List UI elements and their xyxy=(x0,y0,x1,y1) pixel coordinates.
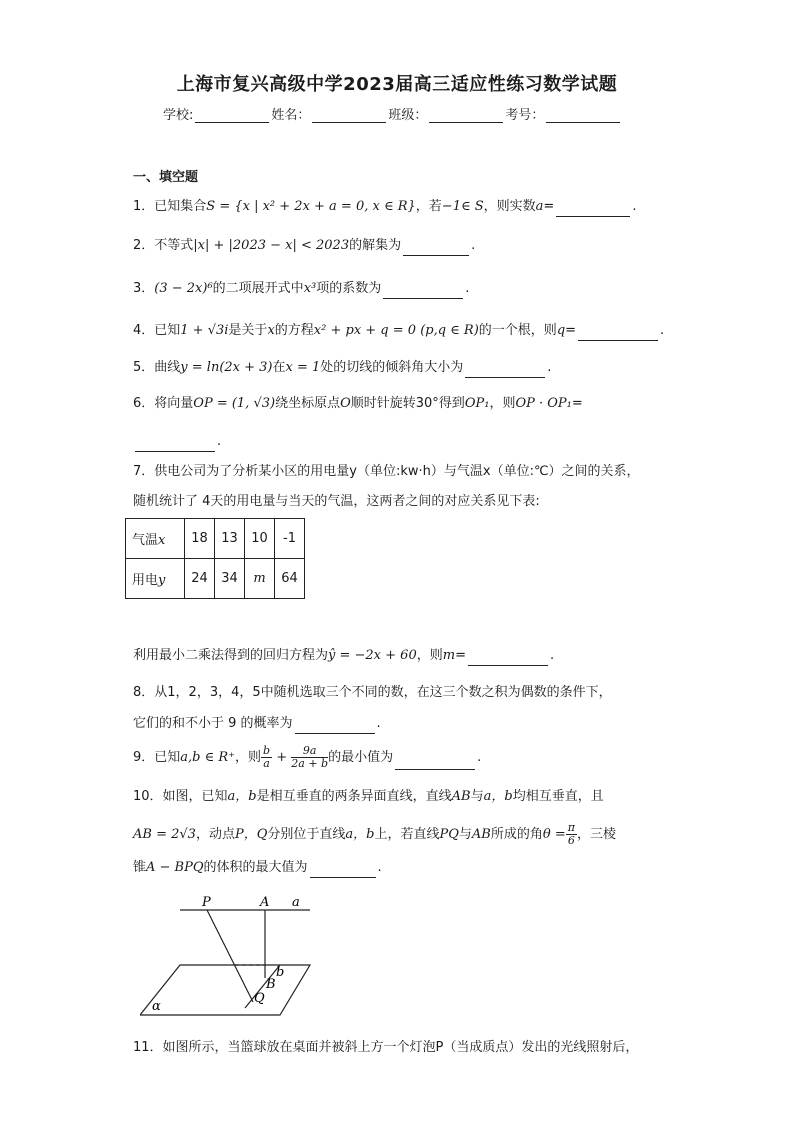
q4-text-b: 是关于 xyxy=(228,323,268,338)
label-b: b xyxy=(276,965,285,980)
row-var: y xyxy=(158,573,166,588)
q10-ab-length: AB = 2√3 xyxy=(133,827,196,842)
table-row xyxy=(126,519,305,559)
q9-period: . xyxy=(477,750,482,765)
exam-no-label: 考号： xyxy=(505,108,545,123)
label-a: a xyxy=(292,895,300,910)
q10-text-d: 均相互垂直，且 xyxy=(512,789,604,804)
q3-answer-blank[interactable] xyxy=(383,284,463,299)
q4-text: 4．已知 xyxy=(133,323,181,338)
label-B: B xyxy=(266,977,276,992)
q6-text-c: 顺时针旋转30°得到 xyxy=(350,396,465,411)
row-label: 用电 xyxy=(132,573,159,588)
q10-text-b: 是相互垂直的两条异面直线，直线 xyxy=(256,789,452,804)
q4-answer-blank[interactable] xyxy=(578,326,658,341)
q3-number: 3． xyxy=(133,281,155,296)
q7-answer-blank[interactable] xyxy=(468,651,548,666)
q5-text-c: 处的切线的倾斜角大小为 xyxy=(320,360,464,375)
question-7-tail xyxy=(133,646,554,666)
q8-answer-blank[interactable] xyxy=(295,719,375,734)
q10-period: . xyxy=(377,860,382,875)
q4-root: 1 + √3i xyxy=(180,323,229,338)
q10-text-c: 与 xyxy=(470,789,484,804)
q1-text-c: ，则实数 xyxy=(483,199,536,214)
table-row xyxy=(126,559,305,599)
q5-text-b: 在 xyxy=(272,360,286,375)
q1-text-b: ，若 xyxy=(415,199,442,214)
question-7-line-2: 随机统计了 4天的用电量与当天的气温，这两者之间的对应关系见下表: xyxy=(133,494,540,509)
table-cell: 18 xyxy=(185,519,215,559)
class-blank[interactable] xyxy=(429,108,503,123)
question-3 xyxy=(133,279,469,299)
frac-num: b xyxy=(263,744,271,757)
q1-period: . xyxy=(632,199,637,214)
question-9: 9．已知a,b ∈ R⁺，则 $\frac{b}{a}$ + $\frac{9a}{2a + b}$ 的最小值为 . xyxy=(133,744,482,770)
q3-expr: (3 − 2x)⁶ xyxy=(154,281,213,296)
q10-text-k: 锥 xyxy=(133,860,147,875)
label-alpha: α xyxy=(152,999,161,1014)
q4-equation: x² + px + q = 0 (p,q ∈ R) xyxy=(313,323,479,338)
q4-var: x xyxy=(267,323,275,338)
plane-alpha xyxy=(140,965,310,1015)
exam-title: 上海市复兴高级中学2023届高三适应性练习数学试题 xyxy=(176,74,618,95)
q7-regression: ŷ = −2x + 60 xyxy=(328,648,417,663)
q9-text: 9．已知 xyxy=(133,750,181,765)
q9-cond: a,b ∈ R⁺ xyxy=(180,750,236,765)
q10-text: 10．如图，已知 xyxy=(133,789,228,804)
q10-text-i: 所成的角 xyxy=(490,827,543,842)
exam-no-blank[interactable] xyxy=(546,108,620,123)
table-cell: 10 xyxy=(245,519,275,559)
q8-period: . xyxy=(376,716,381,731)
q2-period: . xyxy=(471,238,476,253)
question-8-line-1: 8．从1，2，3，4，5中随机选取三个不同的数，在这三个数之积为偶数的条件下， xyxy=(133,685,612,700)
q4-ans-var: q xyxy=(556,323,566,338)
q10-figure xyxy=(140,890,320,1020)
question-8-line-2 xyxy=(133,714,381,734)
q9-text-b: ，则 xyxy=(235,750,262,765)
q9-text-c: 的最小值为 xyxy=(328,750,394,765)
table-cell: 34 xyxy=(215,559,245,599)
label-P: P xyxy=(202,895,211,910)
q2-answer-blank[interactable] xyxy=(403,241,469,256)
q7-m: m xyxy=(442,648,456,663)
table-cell: m xyxy=(245,559,275,599)
q1-cond: −1∈ S xyxy=(441,199,484,214)
q4-text-c: 的方程 xyxy=(274,323,314,338)
q10-AB-2: AB xyxy=(471,827,491,842)
table-cell: 24 xyxy=(185,559,215,599)
q7-period: . xyxy=(549,648,555,663)
question-11-line-1: 11．如图所示，当篮球放在桌面并被斜上方一个灯泡P（当成质点）发出的光线照射后， xyxy=(133,1040,639,1055)
q3-text-b: 的二项展开式中 xyxy=(212,281,304,296)
label-A: A xyxy=(260,895,270,910)
q7-tail-text: 利用最小二乘法得到的回归方程为 xyxy=(133,648,329,663)
q3-period: . xyxy=(465,281,470,296)
q9-fraction-1 xyxy=(261,745,272,770)
section-title: 一、填空题 xyxy=(133,170,199,185)
question-6-cont xyxy=(133,432,221,452)
question-10-line-2 xyxy=(133,822,616,847)
q1-answer-blank[interactable] xyxy=(556,202,630,217)
q10-text-f: 分别位于直线 xyxy=(267,827,346,842)
q6-answer-blank[interactable] xyxy=(135,437,215,452)
q6-dot-product: OP · OP₁ xyxy=(515,396,572,411)
q5-period: . xyxy=(547,360,552,375)
frac-num: 9a xyxy=(291,745,328,758)
name-blank[interactable] xyxy=(312,108,386,123)
q10-tetrahedron: A − BPQ xyxy=(146,860,204,875)
q10-PQ: P，Q xyxy=(234,827,268,842)
school-blank[interactable] xyxy=(195,108,269,123)
q6-text-d: ，则 xyxy=(489,396,516,411)
q10-text-j: ，三棱 xyxy=(576,827,616,842)
question-5 xyxy=(133,358,551,378)
q1-eq: = xyxy=(543,199,555,214)
table-row-header xyxy=(126,559,185,599)
table-cell: -1 xyxy=(275,519,305,559)
q10-ab-2: a，b xyxy=(483,789,513,804)
table-row-header xyxy=(126,519,185,559)
question-10-line-1 xyxy=(133,787,604,807)
table-cell: 13 xyxy=(215,519,245,559)
q7-tail-b: ，则 xyxy=(416,648,443,663)
question-7-line-1: 7．供电公司为了分析某小区的用电量y（单位:kw·h）与气温x（单位:℃）之间的关系， xyxy=(133,464,640,479)
q5-point: x = 1 xyxy=(285,360,321,375)
class-label: 班级： xyxy=(388,108,428,123)
frac-den: 2a + b xyxy=(291,757,329,770)
q1-var: a xyxy=(535,199,544,214)
q6-origin: O xyxy=(340,396,351,411)
q9-fraction-2 xyxy=(291,745,328,770)
name-label: 姓名： xyxy=(271,108,311,123)
student-info-line xyxy=(163,104,622,123)
question-6 xyxy=(133,394,583,414)
segment-PQ xyxy=(207,910,253,1002)
school-label: 学校: xyxy=(163,108,194,123)
q10-PQ-line: PQ xyxy=(439,827,459,842)
q6-text: 6．将向量 xyxy=(133,396,194,411)
question-1 xyxy=(133,197,636,217)
q6-vector: OP = (1, √3) xyxy=(193,396,276,411)
q4-period: . xyxy=(660,323,665,338)
question-10-line-3 xyxy=(133,858,382,878)
q5-curve: y = ln(2x + 3) xyxy=(180,360,273,375)
q1-set: S = {x | x² + 2x + a = 0, x ∈ R} xyxy=(206,199,416,214)
q10-text-e: ，动点 xyxy=(195,827,235,842)
q3-text-c: 项的系数为 xyxy=(316,281,382,296)
q10-text-l: 的体积的最大值为 xyxy=(203,860,308,875)
q10-lines: a，b xyxy=(345,827,375,842)
label-Q: Q xyxy=(254,991,265,1006)
q6-text-b: 绕坐标原点 xyxy=(275,396,341,411)
q6-period: . xyxy=(217,434,222,449)
q2-text: 2．不等式 xyxy=(133,238,194,253)
frac-den: a xyxy=(263,757,270,770)
q10-fraction xyxy=(566,822,577,847)
frac-num: π xyxy=(567,821,575,834)
q4-eq: = xyxy=(565,323,577,338)
q7-data-table xyxy=(125,518,305,599)
question-4 xyxy=(133,321,664,341)
q10-AB: AB xyxy=(451,789,471,804)
q2-inequality: |x| + |2023 − x| < 2023 xyxy=(193,238,350,253)
q10-ab: a，b xyxy=(227,789,257,804)
table-cell: 64 xyxy=(275,559,305,599)
row-var: x xyxy=(158,533,166,548)
q10-text-g: 上，若直线 xyxy=(374,827,440,842)
q10-theta: θ = xyxy=(542,827,566,842)
frac-den: 6 xyxy=(567,834,575,847)
q4-text-d: 的一个根，则 xyxy=(478,323,557,338)
q5-answer-blank[interactable] xyxy=(465,363,545,378)
q6-eq: = xyxy=(571,396,583,411)
q6-vector-1: OP₁ xyxy=(464,396,490,411)
question-2 xyxy=(133,236,475,256)
q1-text: 1．已知集合 xyxy=(133,199,207,214)
q2-text-b: 的解集为 xyxy=(349,238,402,253)
q3-term: x³ xyxy=(303,281,317,296)
row-label: 气温 xyxy=(132,533,159,548)
q10-text-h: 与 xyxy=(458,827,472,842)
q9-answer-blank[interactable] xyxy=(395,755,475,770)
q10-answer-blank[interactable] xyxy=(310,863,376,878)
q7-eq: = xyxy=(455,648,466,663)
q5-text: 5．曲线 xyxy=(133,360,181,375)
q8-text: 它们的和不小于 9 的概率为 xyxy=(133,716,293,731)
